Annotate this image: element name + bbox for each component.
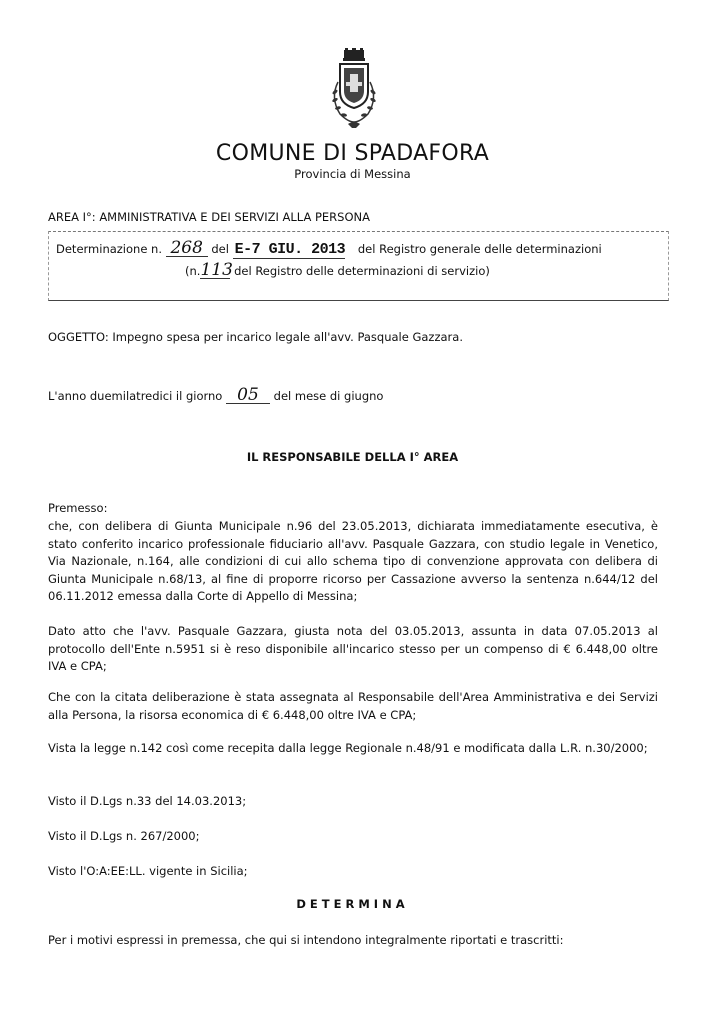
closing-paragraph: Per i motivi espressi in premessa, che qui si intendono integralmente riportati e trascritti: [48,933,564,947]
service-number: 113 [200,260,233,280]
page-title: COMUNE DI SPADAFORA [215,141,490,166]
date-suffix: del mese di giugno [273,389,384,403]
service-text: del Registro delle determinazioni di servizio) [234,264,490,278]
date-prefix: L'anno duemilatredici il giorno [48,389,223,403]
province-subtitle: Provincia di Messina [294,167,411,181]
service-prefix: (n. [185,264,201,278]
determination-number: 268 [166,240,208,257]
determina-heading: DETERMINA [296,897,409,911]
oggetto-line: OGGETTO: Impegno spesa per incarico legale all'avv. Pasquale Gazzara. [48,330,463,344]
service-register-line [185,262,490,279]
paragraph-dlgs-267: Visto il D.Lgs n. 267/2000; [48,829,200,843]
date-line [48,387,383,404]
register-text: del Registro generale delle determinazioni [357,242,602,256]
date-stamp: E-7 GIU. 2013 [234,241,346,258]
paragraph-dlgs-33: Visto il D.Lgs n.33 del 14.03.2013; [48,794,247,808]
paragraph-dato-atto: Dato atto che l'avv. Pasquale Gazzara, giusta nota del 03.05.2013, assunta in data 07.05.2013 al protocollo dell'Ente n.5951 si è reso disponibile all'incarico stesso per un compenso di € 6.448,00 oltre IVA e CPA; [48,624,658,674]
determination-line [56,240,656,259]
paragraph-risorsa: Che con la citata deliberazione è stata assegnata al Responsabile dell'Area Amministrativa e dei Servizi alla Persona, la risorsa economica di € 6.448,00 oltre IVA e CPA; [48,690,658,722]
premesso-label: Premesso: [48,501,108,515]
coat-of-arms-icon [326,48,382,138]
paragraph-premesso: che, con delibera di Giunta Municipale n.96 del 23.05.2013, dichiarata immediatamente esecutiva, è stato conferito incarico professionale fiduciario all'avv. Pasquale Gazzara, con studio legale in Venetico, Via Nazionale, n.164, alle condizioni di cui allo schema tipo di convenzione approvata con delibera di Giunta Municipale n.68/13, al fine di proporre ricorso per Cassazione avverso la sentenza n.644/12 del 06.11.2012 emessa dalla Corte di Appello di Messina; [48,519,658,604]
del-label: del [211,242,229,256]
area-line: AREA I°: AMMINISTRATIVA E DEI SERVIZI ALLA PERSONA [48,210,370,224]
paragraph-legge-142: Vista la legge n.142 così come recepita dalla legge Regionale n.48/91 e modificata dalla L.R. n.30/2000; [48,741,648,755]
day-value: 05 [226,387,270,404]
responsabile-heading: IL RESPONSABILE DELLA I° AREA [246,450,459,464]
determination-label: Determinazione n. [56,242,163,256]
paragraph-oaeell: Visto l'O:A:EE:LL. vigente in Sicilia; [48,864,248,878]
